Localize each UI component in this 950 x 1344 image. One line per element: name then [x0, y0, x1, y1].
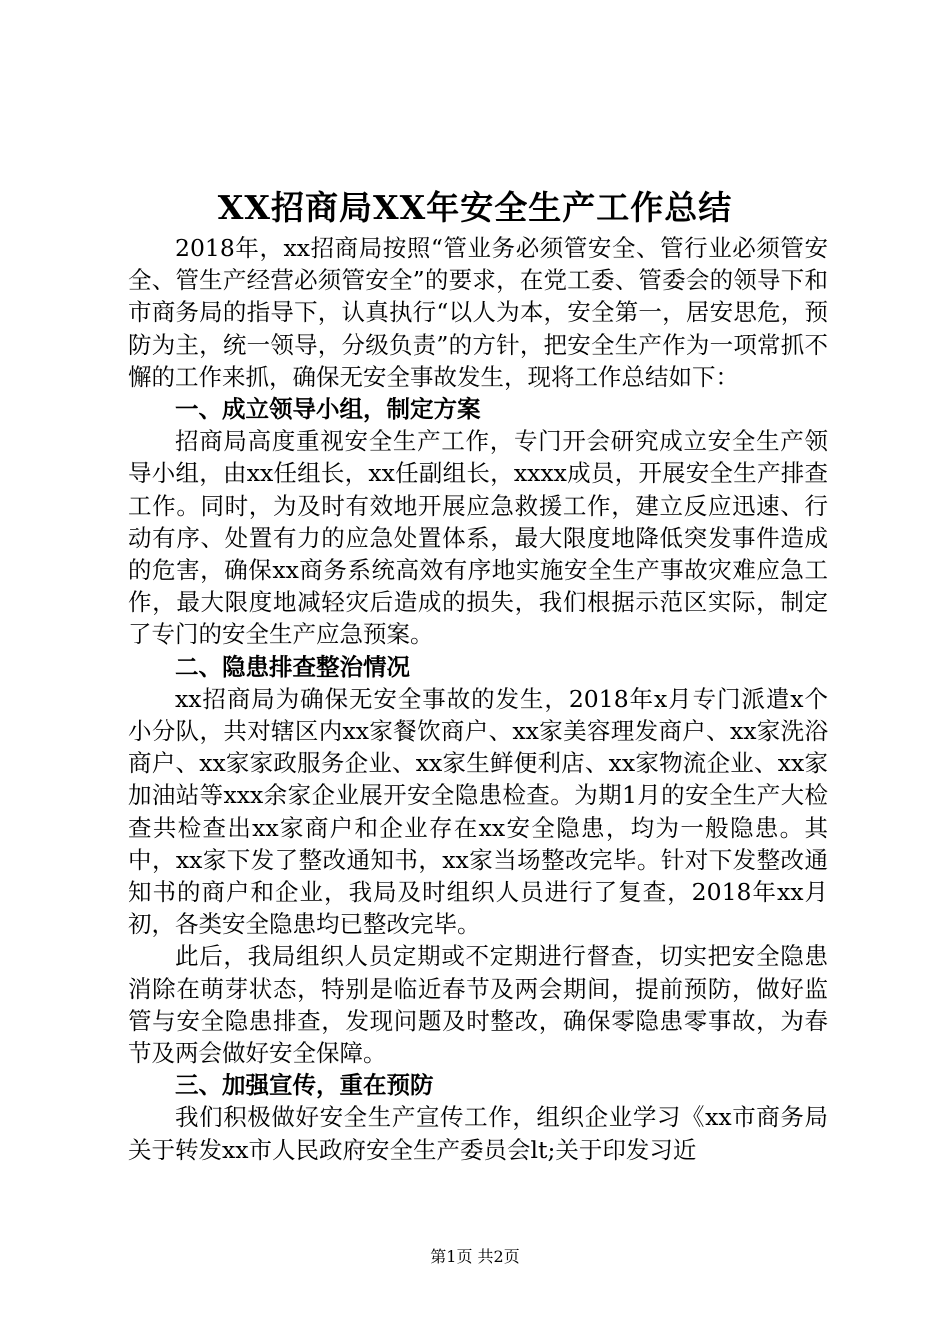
section-2-paragraph-2: 此后，我局组织人员定期或不定期进行督查，切实把安全隐患消除在萌芽状态，特别是临近春节及两会期间，提前预防，做好监管与安全隐患排查，发现问题及时整改，确保零隐患零事故，为春节及两会做好安全保障。	[128, 942, 828, 1068]
document-body	[128, 232, 828, 1166]
section-heading-1: 一、成立领导小组，制定方案	[175, 395, 481, 424]
section-2-paragraph-1: xx招商局为确保无安全事故的发生，2018年x月专门派遣x个小分队，共对辖区内xx家餐饮商户、xx家美容理发商户、xx家洗浴商户、xx家家政服务企业、xx家生鲜便利店、xx家物流企业、xx家加油站等xxx余家企业展开安全隐患检查。为期1月的安全生产大检查共检查出xx家商户和企业存在xx安全隐患，均为一般隐患。其中，xx家下发了整改通知书，xx家当场整改完毕。针对下发整改通知书的商户和企业，我局及时组织人员进行了复查，2018年xx月初，各类安全隐患均已整改完毕。	[128, 684, 828, 939]
section-heading-3: 三、加强宣传，重在预防	[175, 1071, 434, 1100]
section-heading-2: 二、隐患排查整治情况	[175, 652, 410, 681]
document-title: XX招商局XX年安全生产工作总结	[217, 188, 733, 227]
page-footer: 第1页 共2页	[430, 1247, 520, 1266]
section-3-paragraph-1: 我们积极做好安全生产宣传工作，组织企业学习《xx市商务局关于转发xx市人民政府安全生产委员会lt;关于印发习近	[128, 1103, 828, 1164]
intro-paragraph: 2018年，xx招商局按照“管业务必须管安全、管行业必须管安全、管生产经营必须管安全”的要求，在党工委、管委会的领导下和市商务局的指导下，认真执行“以人为本，安全第一，居安思危，预防为主，统一领导，分级负责”的方针，把安全生产作为一项常抓不懈的工作来抓，确保无安全事故发生，现将工作总结如下：	[128, 234, 828, 391]
section-1-paragraph-1: 招商局高度重视安全生产工作，专门开会研究成立安全生产领导小组，由xx任组长，xx任副组长，xxxx成员，开展安全生产排查工作。同时，为及时有效地开展应急救援工作，建立反应迅速、行动有序、处置有力的应急处置体系，最大限度地降低突发事件造成的危害，确保xx商务系统高效有序地实施安全生产事故灾难应急工作，最大限度地减轻灾后造成的损失，我们根据示范区实际，制定了专门的安全生产应急预案。	[128, 427, 828, 649]
